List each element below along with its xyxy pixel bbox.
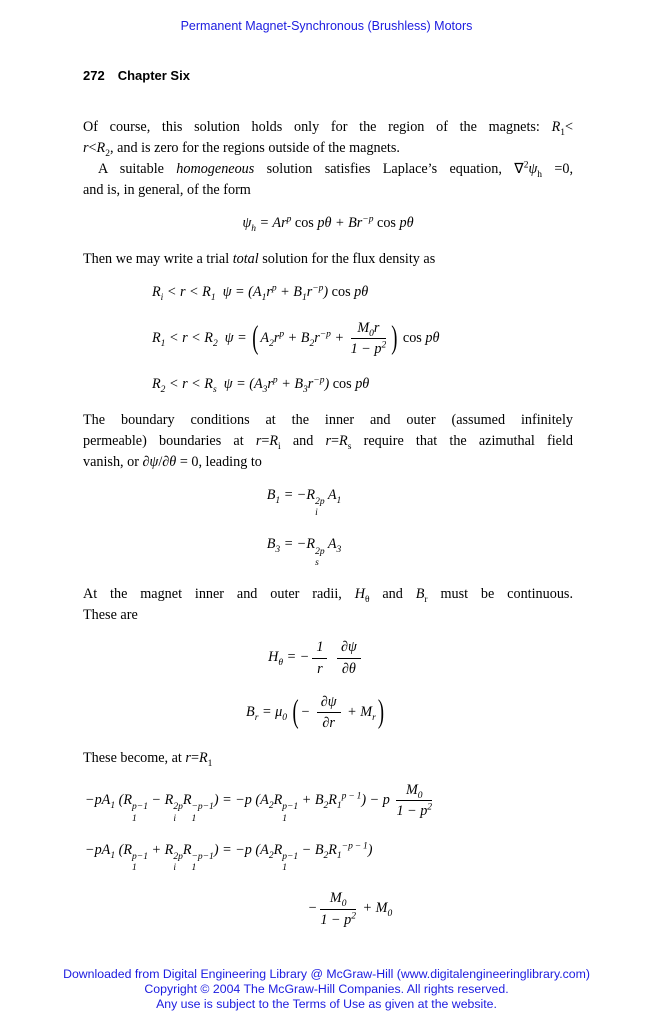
equation-block: [83, 889, 573, 929]
equation: $B_1 = -R$ 2p i $A_1$: [266, 486, 342, 519]
equation-block: [83, 638, 573, 733]
equation: $-pA_1$ (R p−1 1 − R 2p i R −p−1 1 ) = −p ($A_2R$ p−1 1 + $B_2R_1^{p - 1}) - p$ $\frac{M_0}{1 - p^2}$: [85, 781, 433, 824]
paragraph: [83, 117, 573, 159]
text-line: and is, in general, of the form: [83, 182, 251, 198]
text-line: Of course, this solution holds only for the region of the magnets: $R_1<$: [83, 119, 573, 138]
text-line: These are: [83, 607, 138, 624]
equation: − $\frac{M_0}{1 - p^2}$ + $M_0$: [307, 890, 393, 928]
footer: [0, 967, 653, 1012]
text-line: permeable) boundaries at $r=R_i$ and $r=R_s$ require that the azimuthal field: [83, 432, 573, 452]
text-line: $r<R_2$, and is zero for the regions outside of the magnets.: [83, 140, 400, 159]
running-head: Permanent Magnet-Synchronous (Brushless) Motors: [180, 19, 473, 33]
footer-line: Copyright © 2004 The McGraw-Hill Companies. All rights reserved.: [144, 982, 509, 996]
text-line: At the magnet inner and outer radii, $H_\theta$ and $B_r$ must be continuous.: [83, 586, 573, 605]
equation-block: [83, 213, 573, 234]
equation: $B_3 = -R$ 2p s $A_3$: [266, 536, 342, 568]
equation-block: [83, 485, 573, 569]
equation: $B_r = \mu_0$ ( − $\frac{\partial\psi}{\partial r}$ + $M_r$ ): [246, 693, 384, 732]
paragraph: [83, 748, 573, 769]
paragraph: [83, 410, 573, 473]
chapter-title: Chapter Six: [117, 68, 190, 83]
page-body: [83, 117, 573, 944]
text-line: The boundary conditions at the inner and outer (assumed infinitely: [83, 411, 573, 428]
page-number: 272: [83, 68, 105, 83]
footer-line: Any use is subject to the Terms of Use as given at the website.: [156, 997, 497, 1011]
footer-line: Downloaded from Digital Engineering Library @ McGraw-Hill (www.digitalengineeringlibrary.com): [63, 967, 590, 981]
equation: $-pA_1$ (R p−1 1 + R 2p i R −p−1 1 ) = −p ($A_2R$ p−1 1 − $B_2R_1^{-p - 1}$): [85, 841, 373, 874]
text-line: A suitable homogeneous solution satisfies Laplace’s equation, $\nabla^2\psi_h =0$,: [98, 160, 573, 180]
equation-block: [152, 282, 573, 395]
paragraph: [83, 249, 573, 270]
text-line: These become, at $r=R_1$: [83, 749, 213, 769]
equation: $R_2 < r < R_s$ $\psi = (A_3r^p + B_3r^{-p})$ cos pθ: [152, 374, 370, 395]
chapter-heading: [83, 68, 190, 83]
paragraph: [83, 159, 573, 201]
text-line: vanish, or ∂ψ/∂θ = 0, leading to: [83, 453, 262, 470]
paragraph: [83, 584, 573, 626]
text-line: Then we may write a trial total solution for the flux density as: [83, 251, 436, 268]
equation: $R_1 < r < R_2$ ψ = ( $A_2r^p + B_2r^{-p}$ + $\frac{M_0r}{1 - p^2}$ ) cos pθ: [152, 319, 440, 358]
equation: $R_i < r < R_1$ $\psi = (A_1r^p + B_1r^{-p})$ cos pθ: [152, 283, 369, 304]
equation-block: [85, 781, 573, 875]
equation: $H_\theta$ = − $\frac{1}{r}$ $\frac{\partial\psi}{\partial\theta}$: [83, 638, 549, 678]
equation: $\psi_h = Ar^p$ $\cos p\theta + Br^{-p}$ cos pθ: [242, 214, 414, 234]
